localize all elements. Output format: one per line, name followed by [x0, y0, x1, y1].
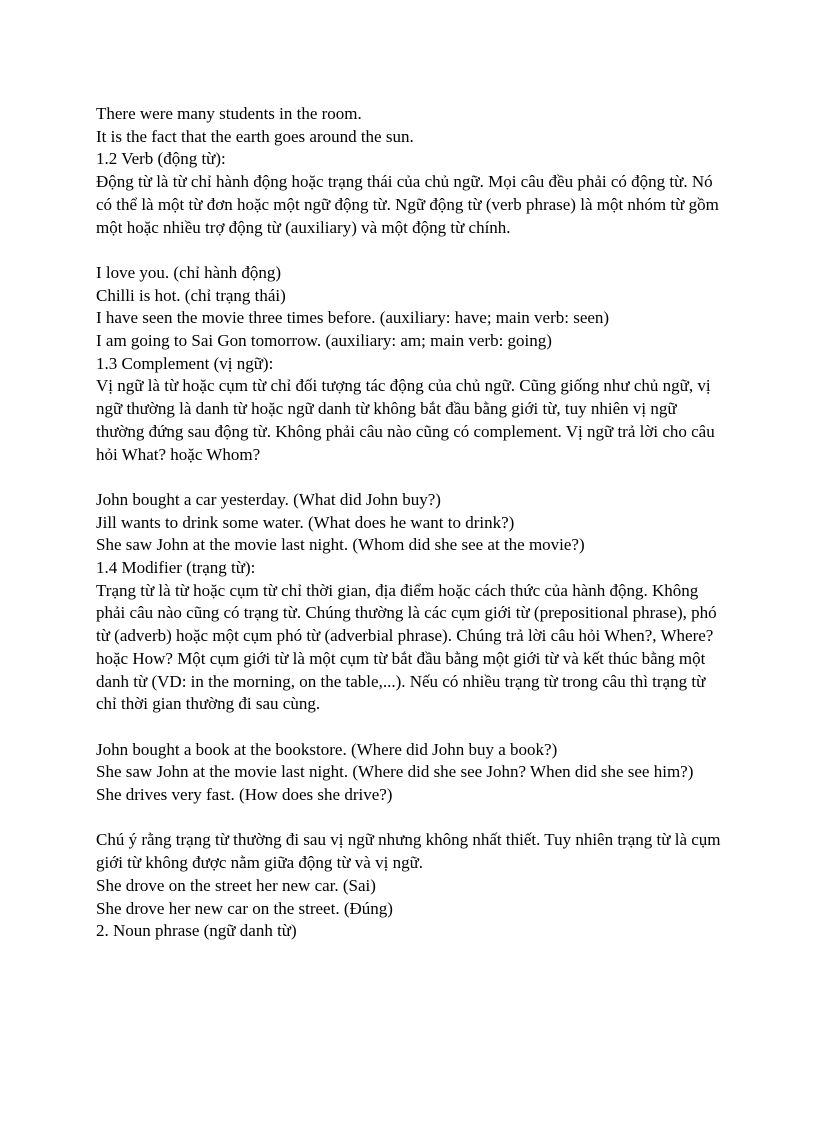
example-sentence-wrong: She drove on the street her new car. (Sai)	[96, 875, 376, 895]
example-sentence: I am going to Sai Gon tomorrow. (auxiliary: am; main verb: going)	[96, 331, 552, 351]
example-sentence: Chilli is hot. (chỉ trạng thái)	[96, 285, 286, 305]
example-sentence: She saw John at the movie last night. (Whom did she see at the movie?)	[96, 535, 585, 555]
example-sentence: I love you. (chỉ hành động)	[96, 262, 282, 282]
section-heading-complement: 1.3 Complement (vị ngữ):	[96, 353, 274, 373]
example-sentence: I have seen the movie three times before. (auxiliary: have; main verb: seen)	[96, 308, 610, 328]
section-heading-verb: 1.2 Verb (động từ):	[96, 149, 226, 169]
paragraph-modifier-definition: Trạng từ là từ hoặc cụm từ chỉ thời gian, địa điểm hoặc cách thức của hành động. Không phải câu nào cũng có trạng từ. Chúng thường là các cụm giới từ (prepositional phrase), phó từ (adverb) hoặc một cụm phó từ (adverbial phrase). Chúng trả lời câu hỏi When?, Where? hoặc How? Một cụm giới từ là một cụm từ bắt đầu bằng một giới từ và kết thúc bằng một danh từ (VD: in the morning, on the table,...). Nếu có nhiều trạng từ trong câu thì trạng từ chỉ thời gian thường đi sau cùng.	[96, 580, 717, 714]
document-page	[96, 103, 728, 943]
section-heading-modifier: 1.4 Modifier (trạng từ):	[96, 558, 256, 578]
blank-line	[96, 239, 728, 262]
example-sentence: John bought a book at the bookstore. (Where did John buy a book?)	[96, 739, 558, 759]
example-sentence: It is the fact that the earth goes around the sun.	[96, 126, 414, 146]
blank-line	[96, 807, 728, 830]
blank-line	[96, 716, 728, 739]
blank-line	[96, 466, 728, 489]
section-heading-noun-phrase: 2. Noun phrase (ngữ danh từ)	[96, 921, 297, 941]
example-sentence: Jill wants to drink some water. (What does he want to drink?)	[96, 512, 515, 532]
example-sentence: She saw John at the movie last night. (Where did she see John? When did she see him?)	[96, 762, 694, 782]
example-sentence: She drives very fast. (How does she drive?)	[96, 785, 393, 805]
paragraph-verb-definition: Động từ là từ chỉ hành động hoặc trạng thái của chủ ngữ. Mọi câu đều phải có động từ. Nó có thể là một từ đơn hoặc một ngữ động từ. Ngữ động từ (verb phrase) là một nhóm từ gồm một hoặc nhiều trợ động từ (auxiliary) và một động từ chính.	[96, 172, 719, 237]
example-sentence: There were many students in the room.	[96, 104, 362, 123]
paragraph-modifier-note: Chú ý rằng trạng từ thường đi sau vị ngữ nhưng không nhất thiết. Tuy nhiên trạng từ là cụm giới từ không được nằm giữa động từ và vị ngữ.	[96, 830, 721, 873]
paragraph-complement-definition: Vị ngữ là từ hoặc cụm từ chỉ đối tượng tác động của chủ ngữ. Cũng giống như chủ ngữ, vị ngữ thường là danh từ hoặc ngữ danh từ không bắt đầu bằng giới từ, tuy nhiên vị ngữ thường đứng sau động từ. Không phải câu nào cũng có complement. Vị ngữ trả lời cho câu hỏi What? hoặc Whom?	[96, 376, 715, 464]
example-sentence: John bought a car yesterday. (What did John buy?)	[96, 489, 441, 509]
example-sentence-correct: She drove her new car on the street. (Đúng)	[96, 898, 393, 918]
